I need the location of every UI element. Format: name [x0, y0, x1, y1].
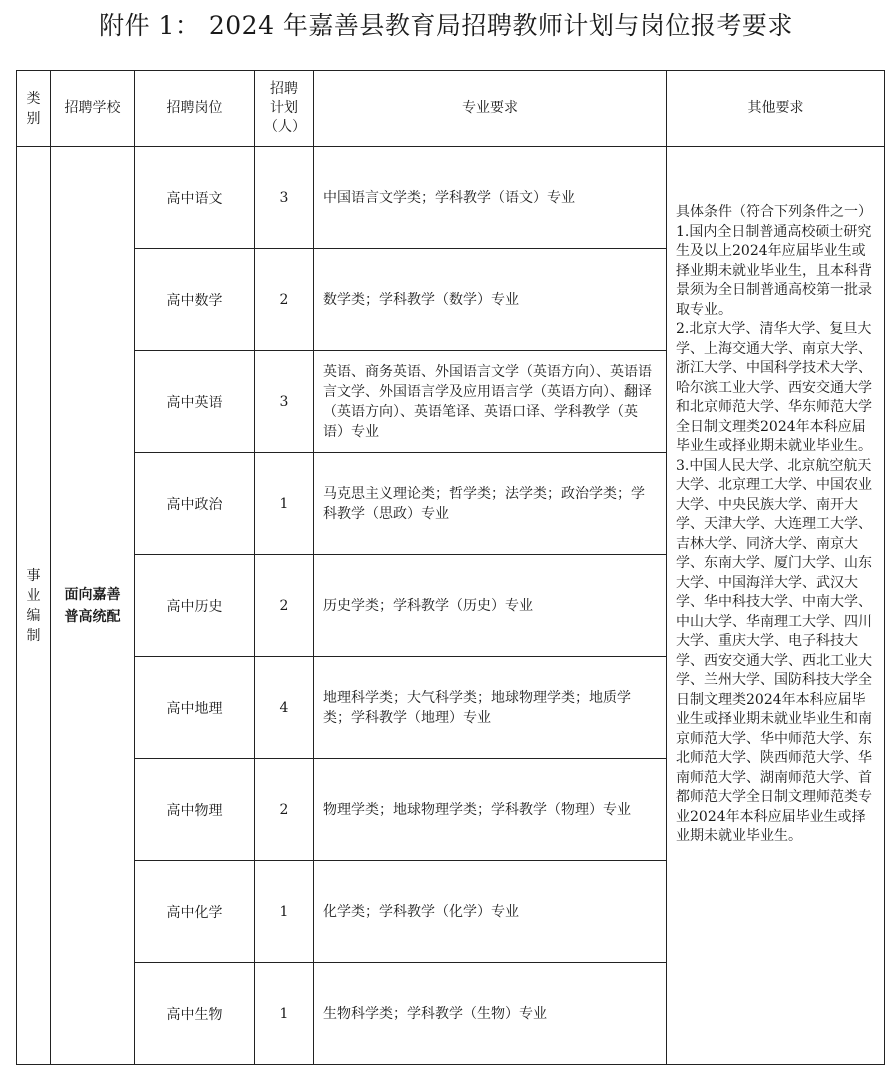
position-cell: 高中数学	[135, 249, 255, 351]
header-position: 招聘岗位	[135, 71, 255, 147]
position-cell: 高中英语	[135, 351, 255, 453]
position-cell: 高中物理	[135, 759, 255, 861]
other-requirement-paragraph: 1.国内全日制普通高校硕士研究生及以上2024年应届毕业生或择业期未就业毕业生，且本科背景须为全日制普通高校第一批录取专业。	[676, 223, 872, 318]
count-cell: 1	[255, 963, 314, 1065]
position-cell: 高中化学	[135, 861, 255, 963]
position-cell: 高中历史	[135, 555, 255, 657]
other-requirement-paragraph: 具体条件（符合下列条件之一）	[676, 204, 872, 220]
count-cell: 1	[255, 861, 314, 963]
header-school: 招聘学校	[51, 71, 135, 147]
recruitment-table	[16, 70, 885, 1065]
document-title: 附件 1： 2024 年嘉善县教育局招聘教师计划与岗位报考要求	[99, 11, 793, 40]
table-header-row	[17, 71, 885, 147]
other-requirements-text	[676, 203, 875, 847]
header-category: 类别	[17, 71, 51, 147]
count-cell: 1	[255, 453, 314, 555]
count-cell: 2	[255, 249, 314, 351]
major-cell: 地理科学类；大气科学类；地球物理学类；地质学类；学科教学（地理）专业	[314, 657, 667, 759]
major-cell: 物理学类；地球物理学类；学科教学（物理）专业	[314, 759, 667, 861]
position-cell: 高中地理	[135, 657, 255, 759]
major-cell: 历史学类；学科教学（历史）专业	[314, 555, 667, 657]
other-requirements-cell	[667, 147, 885, 1065]
header-other: 其他要求	[667, 71, 885, 147]
major-cell: 化学类；学科教学（化学）专业	[314, 861, 667, 963]
other-requirement-paragraph: 3.中国人民大学、北京航空航天大学、北京理工大学、中国农业大学、中央民族大学、南开大学、天津大学、大连理工大学、吉林大学、同济大学、南京大学、东南大学、厦门大学、山东大学、中国海洋大学、武汉大学、华中科技大学、中南大学、中山大学、华南理工大学、四川大学、重庆大学、电子科技大学、西安交通大学、西北工业大学、兰州大学、国防科技大学全日制文理类2024年本科应届毕业生或择业期未就业毕业生和南京师范大学、华中师范大学、东北师范大学、陕西师范大学、华南师范大学、湖南师范大学、首都师范大学全日制文理师范类专业2024年本科应届毕业生或择业期未就业毕业生。	[676, 457, 872, 844]
count-cell: 3	[255, 351, 314, 453]
position-cell: 高中生物	[135, 963, 255, 1065]
table-row	[17, 147, 885, 249]
count-cell: 2	[255, 555, 314, 657]
count-cell: 4	[255, 657, 314, 759]
position-cell: 高中政治	[135, 453, 255, 555]
school-cell: 面向嘉善普高统配	[51, 147, 135, 1065]
major-cell: 数学类；学科教学（数学）专业	[314, 249, 667, 351]
position-cell: 高中语文	[135, 147, 255, 249]
category-cell: 事业编制	[17, 147, 51, 1065]
major-cell: 中国语言文学类；学科教学（语文）专业	[314, 147, 667, 249]
header-major: 专业要求	[314, 71, 667, 147]
count-cell: 3	[255, 147, 314, 249]
header-plan: 招聘计划（人）	[255, 71, 314, 147]
major-cell: 马克思主义理论类；哲学类；法学类；政治学类；学科教学（思政）专业	[314, 453, 667, 555]
other-requirement-paragraph: 2.北京大学、清华大学、复旦大学、上海交通大学、南京大学、浙江大学、中国科学技术大学、哈尔滨工业大学、西安交通大学和北京师范大学、华东师范大学全日制文理类2024年本科应届毕业生或择业期未就业毕业生。	[676, 321, 872, 454]
count-cell: 2	[255, 759, 314, 861]
major-cell: 生物科学类；学科教学（生物）专业	[314, 963, 667, 1065]
major-cell: 英语、商务英语、外国语言文学（英语方向）、英语语言文学、外国语言学及应用语言学（英语方向）、翻译（英语方向）、英语笔译、英语口译、学科教学（英语）专业	[314, 351, 667, 453]
